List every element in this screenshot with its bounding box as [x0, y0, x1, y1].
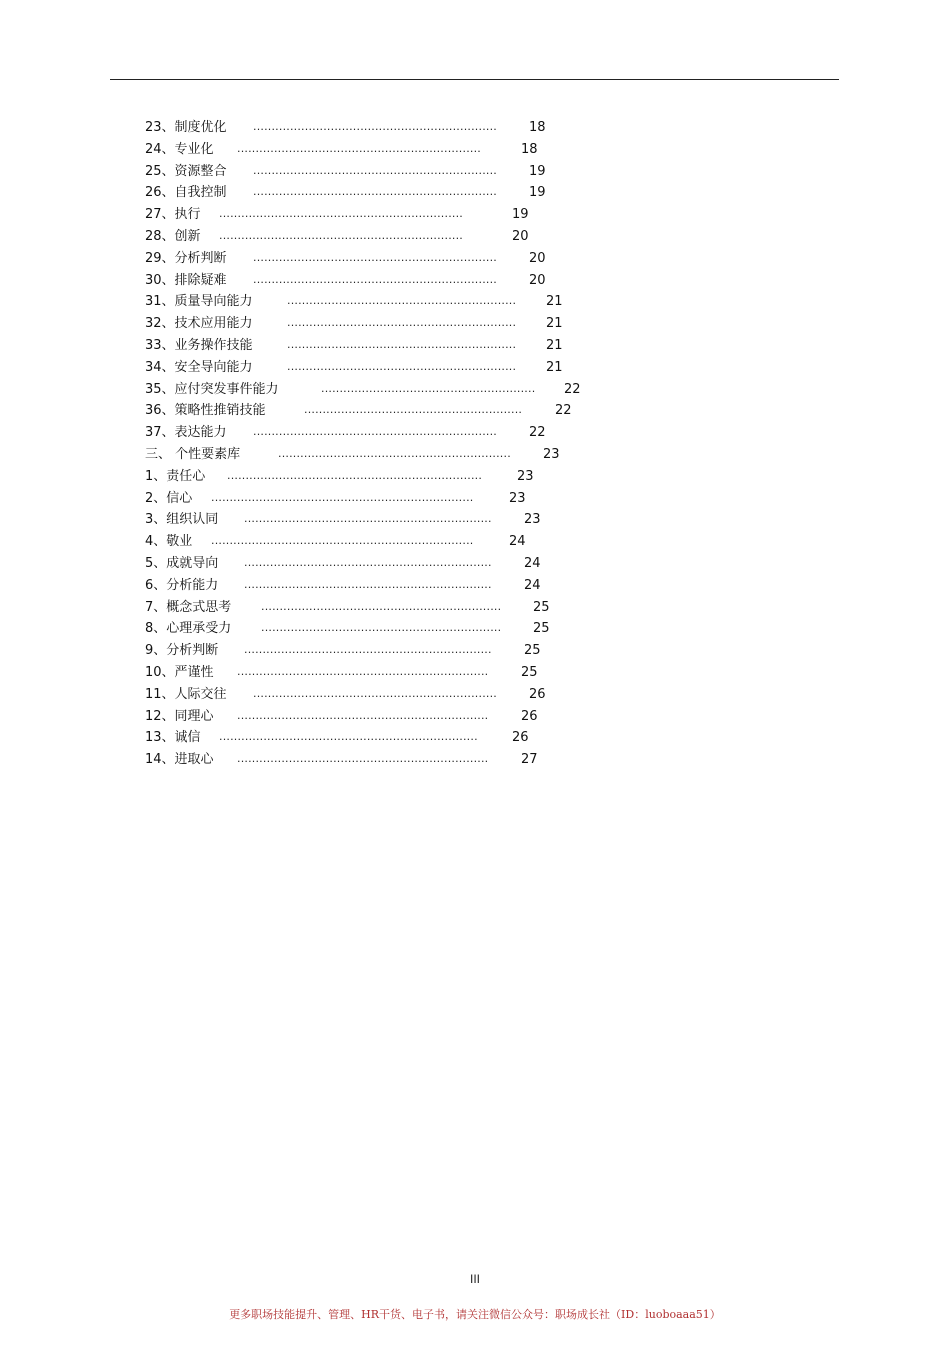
toc-entry-label: 5、成就导向 — [145, 555, 219, 571]
toc-entry[interactable] — [145, 466, 665, 488]
toc-dot-leader: ................................................................... — [244, 643, 492, 657]
toc-entry-page: 19 — [529, 163, 546, 179]
toc-dot-leader: .................................................................... — [237, 664, 489, 678]
toc-dot-leader: .............................................................. — [287, 294, 517, 308]
toc-dot-leader: ................................................................. — [261, 621, 502, 635]
toc-entry-page: 21 — [546, 316, 563, 332]
page-number: III — [469, 1272, 480, 1286]
toc-dot-leader: .................................................................. — [253, 250, 497, 264]
toc-entry-page: 26 — [529, 686, 546, 702]
toc-entry-page: 24 — [524, 577, 541, 593]
toc-dot-leader: ................................................................... — [244, 577, 492, 591]
toc-entry-page: 25 — [533, 621, 550, 637]
toc-entry[interactable] — [145, 553, 665, 575]
toc-entry-page: 20 — [512, 228, 529, 244]
toc-entry[interactable] — [145, 357, 665, 379]
toc-entry-label: 三、 个性要素库 — [145, 446, 241, 462]
toc-entry[interactable] — [145, 509, 665, 531]
toc-entry[interactable] — [145, 618, 665, 640]
toc-entry-label: 12、同理心 — [145, 708, 214, 724]
toc-entry-label: 11、人际交往 — [145, 686, 227, 702]
toc-entry-page: 19 — [529, 185, 546, 201]
table-of-contents — [145, 117, 665, 771]
toc-entry-page: 23 — [517, 468, 534, 484]
toc-entry-page: 19 — [512, 207, 529, 223]
toc-entry-page: 23 — [509, 490, 526, 506]
toc-entry[interactable] — [145, 270, 665, 292]
toc-entry-label: 10、严谨性 — [145, 664, 214, 680]
toc-entry-page: 20 — [529, 250, 546, 266]
toc-dot-leader: .................................................................. — [253, 425, 497, 439]
toc-dot-leader: ................................................................... — [244, 512, 492, 526]
toc-entry[interactable] — [145, 640, 665, 662]
toc-entry-page: 24 — [524, 555, 541, 571]
toc-entry-label: 28、创新 — [145, 228, 201, 244]
toc-entry-label: 9、分析判断 — [145, 643, 219, 659]
toc-dot-leader: .................................................................. — [237, 141, 481, 155]
toc-dot-leader: ...................................................................... — [219, 730, 478, 744]
toc-entry[interactable] — [145, 684, 665, 706]
toc-dot-leader: .................................................................. — [253, 686, 497, 700]
toc-entry-label: 32、技术应用能力 — [145, 316, 253, 332]
toc-entry-page: 18 — [529, 120, 546, 135]
toc-dot-leader: ..................................................................... — [227, 468, 483, 482]
toc-dot-leader: ................................................................... — [244, 555, 492, 569]
toc-entry-label: 31、质量导向能力 — [145, 294, 253, 310]
toc-entry-page: 20 — [529, 272, 546, 288]
toc-dot-leader: .................................................................. — [253, 120, 497, 133]
toc-entry-label: 34、安全导向能力 — [145, 359, 253, 375]
toc-dot-leader: .................................................................. — [253, 185, 497, 199]
toc-entry-page: 25 — [533, 599, 550, 615]
toc-entry-label: 27、执行 — [145, 207, 201, 223]
toc-entry[interactable] — [145, 335, 665, 357]
toc-dot-leader: ....................................................................... — [211, 490, 474, 504]
toc-entry-page: 26 — [521, 708, 538, 724]
toc-dot-leader: .............................................................. — [287, 337, 517, 351]
toc-entry[interactable] — [145, 139, 665, 161]
toc-entry[interactable] — [145, 379, 665, 401]
toc-entry-label: 8、心理承受力 — [145, 621, 232, 637]
toc-entry-label: 3、组织认同 — [145, 512, 219, 528]
footer-note: 更多职场技能提升、管理、HR干货、电子书，请关注微信公众号：职场成长社（ID：luoboaaa51） — [229, 1308, 721, 1321]
toc-entry[interactable] — [145, 291, 665, 313]
toc-dot-leader: ........................................................... — [304, 403, 523, 417]
toc-dot-leader: ................................................................. — [261, 599, 502, 613]
toc-entry-label: 4、敬业 — [145, 534, 193, 550]
toc-entry-label: 36、策略性推销技能 — [145, 403, 266, 419]
toc-entry-label: 25、资源整合 — [145, 163, 227, 179]
toc-entry-page: 21 — [546, 294, 563, 310]
toc-entry-label: 7、概念式思考 — [145, 599, 232, 615]
toc-dot-leader: .................................................................. — [253, 272, 497, 286]
toc-dot-leader: .................................................................. — [219, 207, 463, 221]
toc-entry[interactable] — [145, 488, 665, 510]
toc-entry-page: 22 — [564, 381, 581, 397]
toc-entry-label: 6、分析能力 — [145, 577, 219, 593]
toc-entry-label: 23、制度优化 — [145, 120, 227, 135]
toc-entry[interactable] — [145, 161, 665, 183]
toc-entry-page: 23 — [524, 512, 541, 528]
toc-entry[interactable] — [145, 117, 665, 139]
toc-entry[interactable] — [145, 444, 665, 466]
toc-entry-label: 33、业务操作技能 — [145, 337, 253, 353]
toc-dot-leader: .................................................................... — [237, 708, 489, 722]
toc-entry-page: 24 — [509, 534, 526, 550]
header-rule — [110, 79, 839, 80]
toc-entry[interactable] — [145, 575, 665, 597]
toc-entry[interactable] — [145, 662, 665, 684]
toc-entry-label: 24、专业化 — [145, 141, 214, 157]
toc-entry[interactable] — [145, 248, 665, 270]
toc-dot-leader: .............................................................. — [287, 316, 517, 330]
toc-entry-label: 14、进取心 — [145, 752, 214, 768]
toc-entry[interactable] — [145, 706, 665, 728]
toc-entry[interactable] — [145, 727, 665, 749]
toc-entry-page: 18 — [521, 141, 538, 157]
toc-entry[interactable] — [145, 226, 665, 248]
toc-entry-label: 30、排除疑难 — [145, 272, 227, 288]
toc-dot-leader: .................................................................... — [237, 752, 489, 766]
toc-entry[interactable] — [145, 313, 665, 335]
toc-entry-page: 23 — [543, 446, 560, 462]
toc-entry-label: 29、分析判断 — [145, 250, 227, 266]
toc-entry[interactable] — [145, 204, 665, 226]
toc-dot-leader: .............................................................. — [287, 359, 517, 373]
toc-entry-page: 26 — [512, 730, 529, 746]
toc-entry-label: 13、诚信 — [145, 730, 201, 746]
toc-entry-page: 21 — [546, 337, 563, 353]
toc-dot-leader: .................................................................. — [253, 163, 497, 177]
toc-entry-page: 25 — [524, 643, 541, 659]
toc-entry-label: 1、责任心 — [145, 468, 206, 484]
toc-entry[interactable] — [145, 531, 665, 553]
toc-entry[interactable] — [145, 182, 665, 204]
toc-dot-leader: ....................................................................... — [211, 534, 474, 548]
toc-entry-page: 22 — [555, 403, 572, 419]
toc-entry-page: 25 — [521, 664, 538, 680]
toc-entry[interactable] — [145, 749, 665, 771]
toc-dot-leader: .................................................................. — [219, 228, 463, 242]
toc-entry-label: 2、信心 — [145, 490, 193, 506]
toc-entry-label: 37、表达能力 — [145, 425, 227, 441]
toc-entry-label: 26、自我控制 — [145, 185, 227, 201]
toc-entry-page: 22 — [529, 425, 546, 441]
toc-dot-leader: .......................................................... — [321, 381, 536, 395]
toc-entry-page: 21 — [546, 359, 563, 375]
toc-entry-page: 27 — [521, 752, 538, 768]
toc-entry-label: 35、应付突发事件能力 — [145, 381, 279, 397]
toc-entry[interactable] — [145, 422, 665, 444]
toc-dot-leader: ............................................................... — [278, 446, 511, 460]
toc-entry[interactable] — [145, 400, 665, 422]
toc-entry[interactable] — [145, 597, 665, 619]
